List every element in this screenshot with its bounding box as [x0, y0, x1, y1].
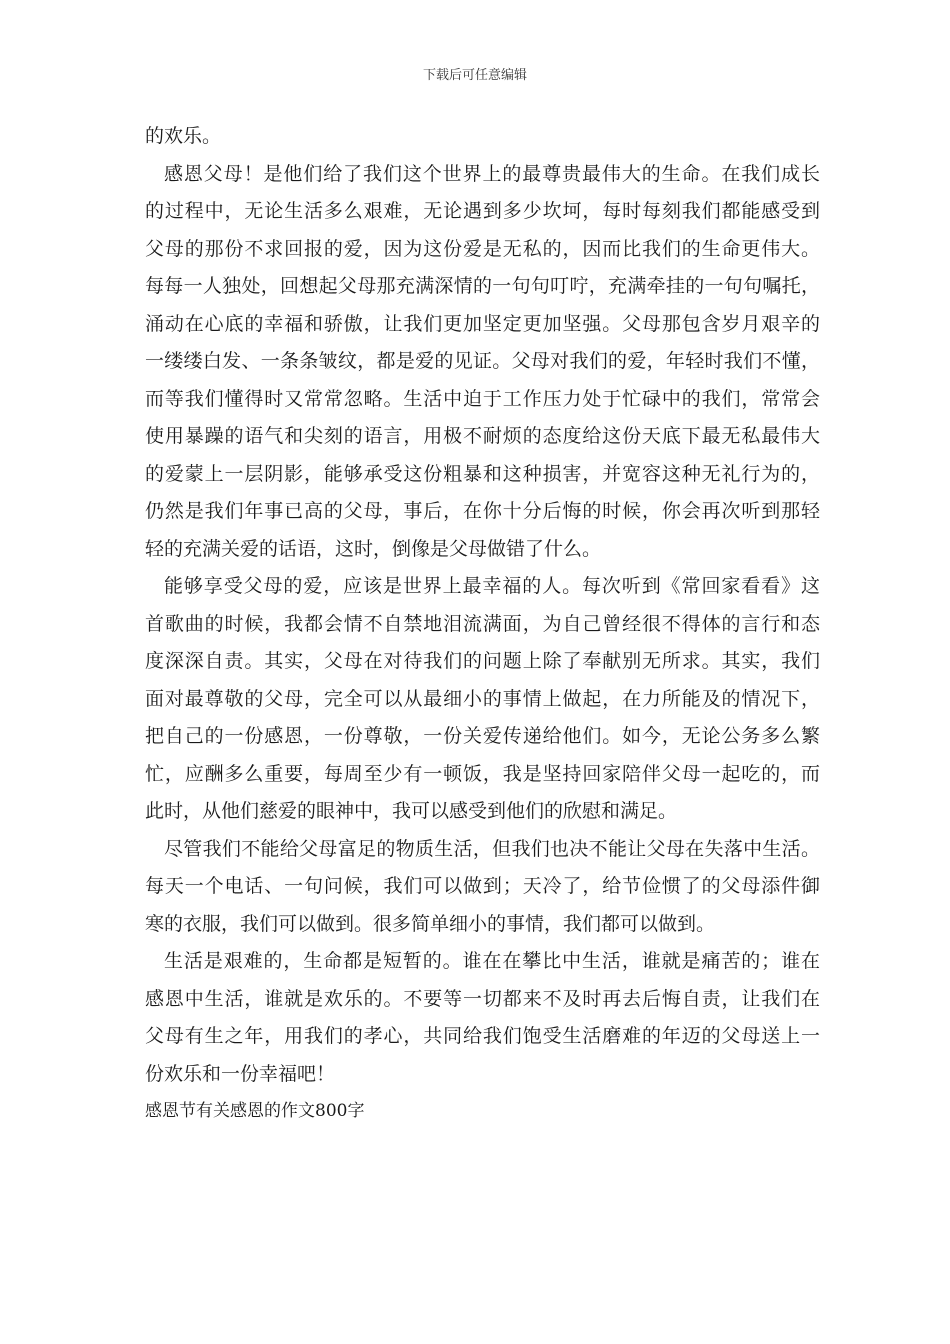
text-line: 感恩中生活，谁就是欢乐的。不要等一切都来不及时再去后悔自责，让我们在 [145, 987, 820, 1010]
text-line: 一缕缕白发、一条条皱纹，都是爱的见证。父母对我们的爱，年轻时我们不懂， [145, 350, 820, 372]
text-line: 寒的衣服，我们可以做到。很多简单细小的事情，我们都可以做到。 [145, 912, 716, 935]
paragraph [145, 831, 820, 944]
text-line: 的过程中，无论生活多么艰难，无论遇到多少坎坷，每时每刻我们都能感受到 [145, 200, 820, 222]
text-line: 的爱蒙上一层阴影，能够承受这份粗暴和这种损害，并宽容这种无礼行为的， [145, 462, 820, 485]
text-line: 此时，从他们慈爱的眼神中，我可以感受到他们的欣慰和满足。 [145, 800, 678, 822]
page-header-note: 下载后可任意编辑 [422, 68, 527, 83]
text-line: 感恩父母！是他们给了我们这个世界上的最尊贵最伟大的生命。在我们成长 [164, 162, 820, 185]
text-line: 生活是艰难的，生命都是短暂的。谁在在攀比中生活，谁就是痛苦的；谁在 [164, 950, 820, 972]
paragraph [145, 118, 820, 156]
text-line: 每天一个电话、一句问候，我们可以做到；天冷了，给节俭惯了的父母添件御 [145, 875, 820, 897]
text-line: 能够享受父母的爱，应该是世界上最幸福的人。每次听到《常回家看看》这 [164, 575, 820, 597]
paragraph [145, 568, 820, 831]
text-line: 使用暴躁的语气和尖刻的语言，用极不耐烦的态度给这份天底下最无私最伟大 [145, 425, 820, 447]
text-line: 尽管我们不能给父母富足的物质生活，但我们也决不能让父母在失落中生活。 [164, 837, 820, 860]
text-line: 而等我们懂得时又常常忽略。生活中迫于工作压力处于忙碌中的我们，常常会 [145, 387, 820, 410]
text-line: 涌动在心底的幸福和骄傲，让我们更加坚定更加坚强。父母那包含岁月艰辛的 [145, 312, 820, 335]
text-line: 面对最尊敬的父母，完全可以从最细小的事情上做起，在力所能及的情况下， [145, 687, 820, 710]
document-body [145, 118, 820, 1129]
text-line: 每每一人独处，回想起父母那充满深情的一句句叮咛，充满牵挂的一句句嘱托， [145, 275, 820, 297]
text-line: 父母的那份不求回报的爱，因为这份爱是无私的，因而比我们的生命更伟大。 [145, 237, 820, 260]
next-essay-title: 感恩节有关感恩的作文800字 [145, 1101, 365, 1121]
paragraph [145, 156, 820, 569]
text-line: 父母有生之年，用我们的孝心，共同给我们饱受生活磨难的年迈的父母送上一 [145, 1025, 820, 1047]
text-line: 首歌曲的时候，我都会情不自禁地泪流满面，为自己曾经很不得体的言行和态 [145, 612, 820, 635]
text-line: 仍然是我们年事已高的父母，事后，在你十分后悔的时候，你会再次听到那轻 [145, 500, 820, 522]
text-line: 度深深自责。其实，父母在对待我们的问题上除了奉献别无所求。其实，我们 [145, 650, 820, 672]
paragraph [145, 943, 820, 1093]
text-line: 轻的充满关爱的话语，这时，倒像是父母做错了什么。 [145, 537, 602, 560]
text-line: 忙，应酬多么重要，每周至少有一顿饭，我是坚持回家陪伴父母一起吃的，而 [145, 762, 820, 785]
text-line: 把自己的一份感恩，一份尊敬，一份关爱传递给他们。如今，无论公务多么繁 [145, 725, 820, 747]
text-line: 份欢乐和一份幸福吧！ [145, 1062, 336, 1085]
text-line: 的欢乐。 [145, 125, 222, 147]
